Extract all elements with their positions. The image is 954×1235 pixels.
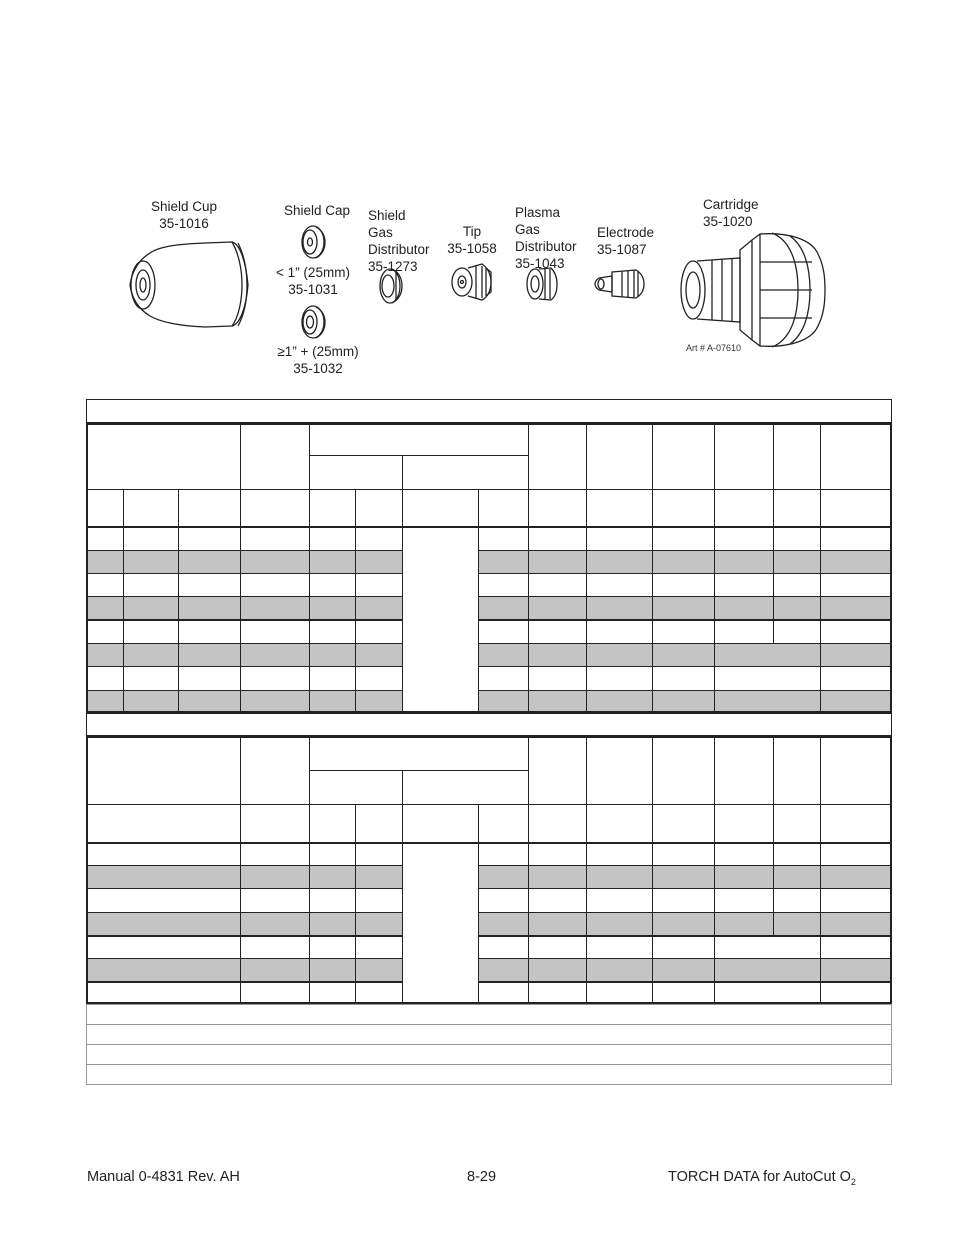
footer-manual-number: Manual 0-4831 Rev. AH bbox=[87, 1169, 240, 1185]
tip-icon bbox=[452, 264, 491, 300]
parts-drawing bbox=[0, 0, 954, 400]
shield-cup-label: Shield Cup 35-1016 bbox=[150, 199, 218, 231]
footer-section-title: TORCH DATA for AutoCut $O_2$ bbox=[668, 1169, 856, 1187]
shield-cup-icon bbox=[130, 242, 248, 327]
shield-cap-small-icon bbox=[302, 226, 325, 258]
electrode-icon bbox=[595, 270, 644, 298]
cartridge-icon bbox=[681, 233, 825, 347]
shield-cap-large-icon bbox=[302, 306, 325, 338]
shield-cap-label: Shield Cap bbox=[284, 203, 351, 218]
shield-gas-distributor-icon bbox=[380, 269, 402, 303]
lower-table-box bbox=[86, 736, 892, 1004]
shield-gas-distributor-label: Shield Gas Distributor 35-1273 bbox=[368, 208, 430, 274]
upper-table-box bbox=[86, 423, 892, 713]
shield-cap-large-label: ≥1” + (25mm) 35-1032 bbox=[277, 344, 359, 376]
electrode-label: Electrode 35-1087 bbox=[597, 225, 655, 257]
art-number: Art # A-07610 bbox=[686, 343, 742, 353]
table-title-box bbox=[86, 399, 892, 423]
cartridge-label: Cartridge 35-1020 bbox=[703, 197, 759, 229]
footer-page-number: 8-29 bbox=[467, 1169, 497, 1185]
shield-cap-small-label: < 1” (25mm) 35-1031 bbox=[276, 265, 350, 297]
plasma-gas-distributor-label: Plasma Gas Distributor 35-1043 bbox=[515, 205, 577, 271]
table-separator-box bbox=[86, 713, 892, 736]
tip-label: Tip 35-1058 bbox=[447, 224, 497, 256]
plasma-gas-distributor-icon bbox=[527, 268, 557, 300]
